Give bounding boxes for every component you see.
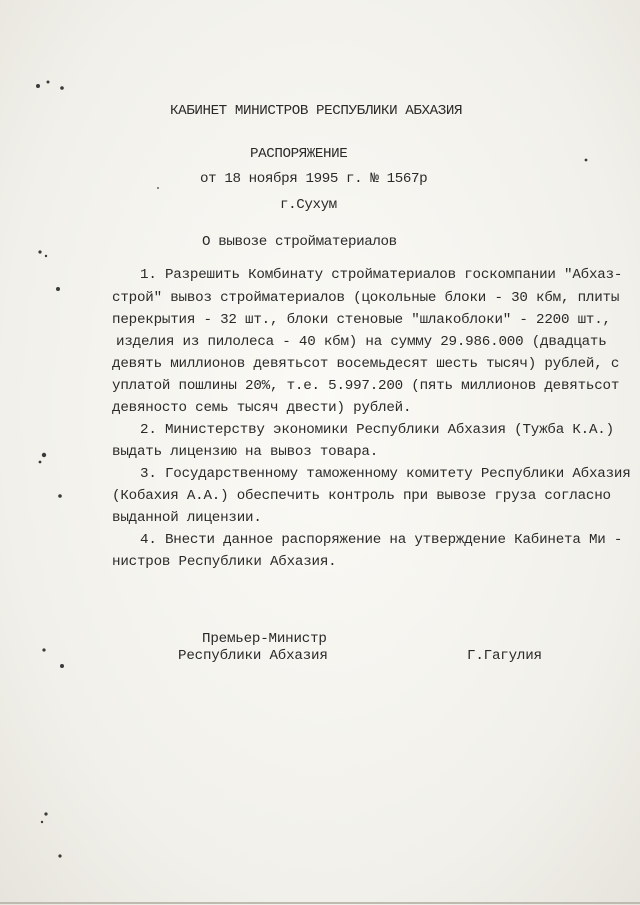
body-line: строй" вывоз стройматериалов (цокольные блоки - 30 кбм, плиты bbox=[112, 290, 620, 306]
subject-line: О вывозе стройматериалов bbox=[202, 234, 397, 250]
body-line: девять миллионов девятьсот восемьдесят шесть тысяч) рублей, с bbox=[112, 356, 620, 372]
city: г.Сухум bbox=[280, 197, 337, 213]
body-line: 2. Министерству экономики Республики Абхазия (Тужба К.А.) bbox=[140, 422, 614, 438]
body-line: нистров Республики Абхазия. bbox=[112, 554, 337, 570]
signatory-title-line2: Республики Абхазия bbox=[178, 648, 328, 664]
body-line: перекрытия - 32 шт., блоки стеновые "шлакоблоки" - 2200 шт., bbox=[112, 312, 611, 328]
body-line: (Кобахия А.А.) обеспечить контроль при вывозе груза согласно bbox=[112, 488, 611, 504]
date-number: от 18 ноября 1995 г. № 1567р bbox=[200, 171, 428, 187]
body-line: девяносто семь тысяч двести) рублей. bbox=[112, 400, 412, 416]
body-line: 4. Внести данное распоряжение на утверждение Кабинета Ми - bbox=[140, 532, 623, 548]
body-line: 3. Государственному таможенному комитету Республики Абхазия bbox=[140, 466, 631, 482]
body-line: выданной лицензии. bbox=[112, 510, 262, 526]
body-line: выдать лицензию на вывоз товара. bbox=[112, 444, 379, 460]
body-line: 1. Разрешить Комбинату стройматериалов госкомпании "Абхаз- bbox=[140, 267, 623, 283]
signatory-title: Премьер-Министр bbox=[202, 631, 327, 647]
doc-type-title: РАСПОРЯЖЕНИЕ bbox=[250, 146, 348, 162]
org-header: КАБИНЕТ МИНИСТРОВ РЕСПУБЛИКИ АБХАЗИЯ bbox=[170, 103, 463, 119]
signatory-name: Г.Гагулия bbox=[467, 648, 542, 664]
body-line: уплатой пошлины 20%, т.е. 5.997.200 (пять миллионов девятьсот bbox=[112, 378, 620, 394]
body-line: изделия из пилолеса - 40 кбм) на сумму 29.986.000 (двадцать bbox=[116, 334, 607, 350]
